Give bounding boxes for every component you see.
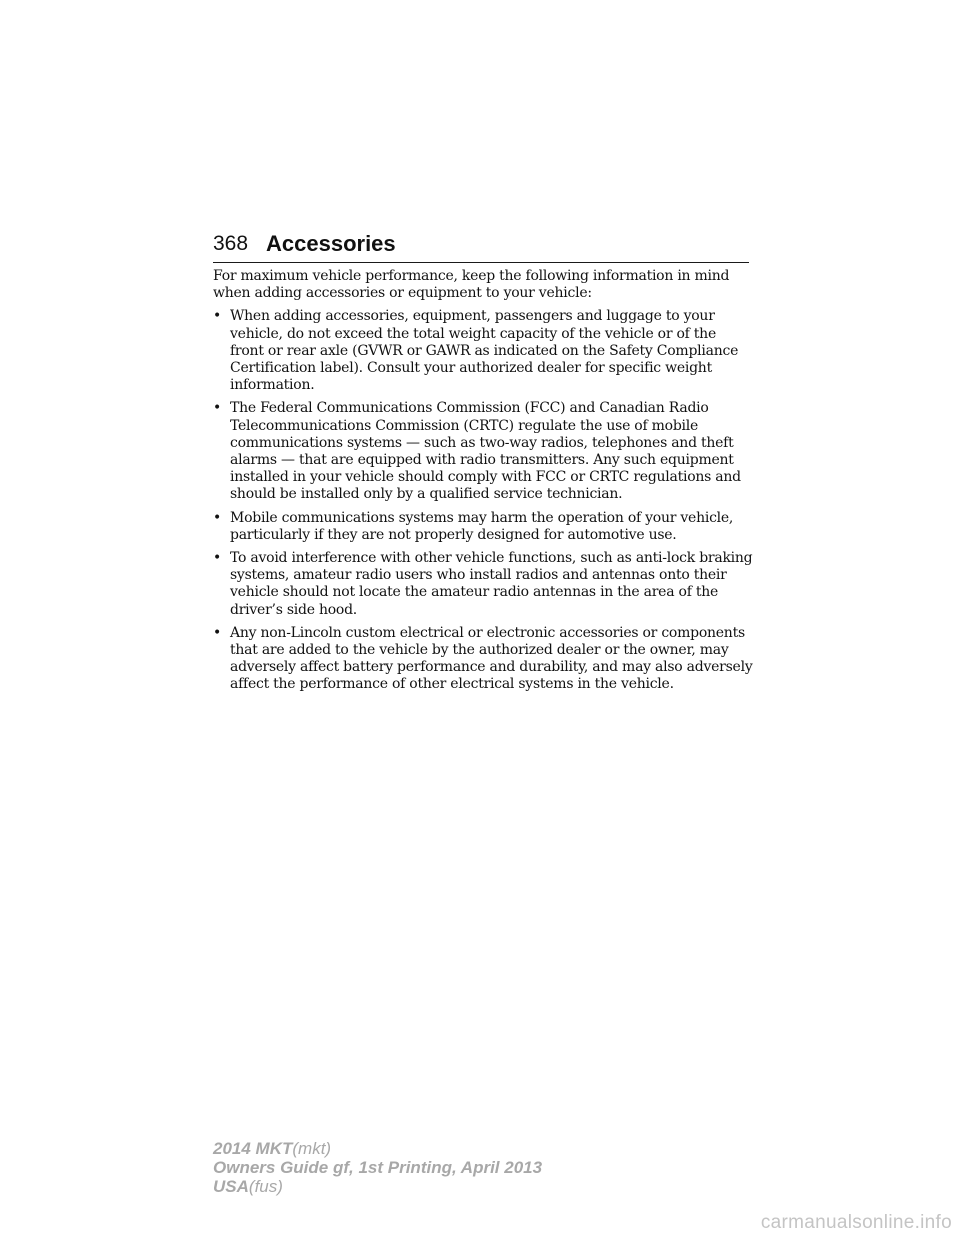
bullet-text: To avoid interference with other vehicle functions, such as anti-lock braking systems, amateur radio users who install radios and antennas onto their vehicle should not locate the amateur radio antennas in the area of the driver’s side hood. xyxy=(230,550,753,618)
bullet-item-mobile xyxy=(213,510,753,544)
print-footer xyxy=(213,1139,542,1196)
footer-line-market xyxy=(213,1177,542,1196)
site-watermark: carmanualsonline.info xyxy=(760,1212,952,1233)
bullet-text: Mobile communications systems may harm the operation of your vehicle, particularly if they are not properly designed for automotive use. xyxy=(230,509,734,543)
footer-market: USA xyxy=(213,1177,249,1196)
body-content xyxy=(213,268,753,700)
footer-line-model xyxy=(213,1139,542,1158)
bullet-text: Any non-Lincoln custom electrical or electronic accessories or components that are added to the vehicle by the authorized dealer or the owner, may adversely affect battery performance and durability, and may also adversely affect the performance of other electrical systems in the vehicle. xyxy=(230,624,753,693)
bullet-item-interference xyxy=(213,550,753,619)
page-header xyxy=(213,228,749,263)
section-title: Accessories xyxy=(266,231,396,256)
bullet-icon: • xyxy=(213,550,222,567)
footer-market-code: (fus) xyxy=(248,1177,283,1196)
bullet-icon: • xyxy=(213,509,222,526)
bullet-icon: • xyxy=(213,624,222,641)
page-number: 368 xyxy=(213,232,249,255)
bullet-icon: • xyxy=(213,400,222,417)
footer-model: 2014 MKT xyxy=(213,1139,293,1158)
footer-model-code: (mkt) xyxy=(292,1139,332,1158)
bullet-item-non-lincoln xyxy=(213,625,753,694)
intro-paragraph: For maximum vehicle performance, keep the following information in mind when adding accessories or equipment to your vehicle: xyxy=(213,268,730,302)
bullet-list xyxy=(213,308,753,693)
bullet-text: When adding accessories, equipment, passengers and luggage to your vehicle, do not exceed the total weight capacity of the vehicle or of the front or rear axle (GVWR or GAWR as indicated on the Safety Compliance Certification label). Consult your authorized dealer for specific weight information. xyxy=(230,308,739,394)
bullet-text: The Federal Communications Commission (FCC) and Canadian Radio Telecommunications Commission (CRTC) regulate the use of mobile communications systems — such as two-way radios, telephones and theft alarms — that are equipped with radio transmitters. Any such equipment installed in your vehicle should comply with FCC or CRTC regulations and should be installed only by a qualified service technician. xyxy=(230,400,741,503)
footer-line-printing: Owners Guide gf, 1st Printing, April 2013 xyxy=(213,1158,543,1177)
bullet-icon: • xyxy=(213,308,222,325)
bullet-item-fcc xyxy=(213,400,753,503)
bullet-item-weight xyxy=(213,308,753,394)
